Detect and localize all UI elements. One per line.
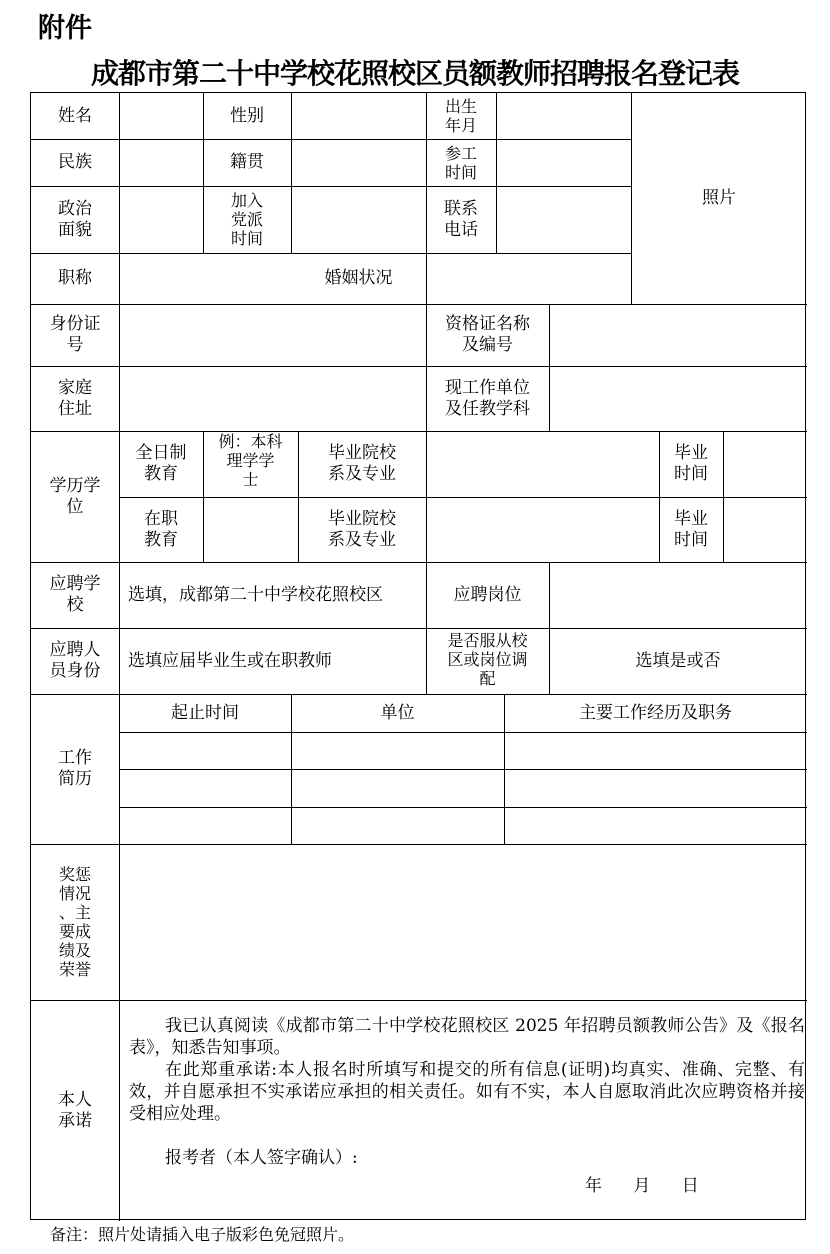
label-political-status: 政治 面貌	[58, 198, 92, 240]
row-line	[31, 1000, 807, 1001]
label-fulltime: 全日制 教育	[135, 443, 187, 484]
form-title: 成都市第二十中学校花照校区员额教师招聘报名登记表	[90, 57, 739, 90]
label-gender: 性别	[230, 105, 264, 126]
label-grad-time-1: 毕业 时间	[674, 443, 708, 484]
label-awards: 奖惩 情况 、主 要成 绩及 荣誉	[58, 865, 91, 979]
row-line	[119, 769, 807, 770]
label-apply-post: 应聘岗位	[453, 584, 522, 605]
signature-line[interactable]: 报考者（本人签字确认）:	[165, 1148, 358, 1168]
apply-school-field[interactable]: 选填，成都第二十中学校花照校区	[128, 584, 383, 605]
label-title-rank: 职称	[58, 268, 92, 288]
col-header-unit: 单位	[380, 702, 415, 723]
photo-box[interactable]: 照片	[702, 188, 736, 208]
label-phone: 联系 电话	[444, 198, 478, 240]
label-name: 姓名	[58, 105, 92, 126]
attachment-label: 附件	[38, 13, 92, 44]
label-work-start: 参工 时间	[444, 143, 477, 182]
label-grad-time-2: 毕业 时间	[674, 508, 708, 550]
col-line	[496, 93, 497, 253]
pledge-paragraph-1: 我已认真阅读《成都市第二十中学校花照校区 2025 年招聘员额教师公告》及《报名表》，知悉告知事项。	[129, 1016, 805, 1058]
row-line	[31, 844, 807, 845]
label-ethnicity: 民族	[58, 152, 92, 172]
label-grad-school-1: 毕业院校 系及专业	[328, 443, 396, 484]
row-line	[31, 304, 807, 305]
label-address: 家庭 住址	[58, 377, 92, 419]
label-current-work: 现工作单位 及任教学科	[445, 377, 530, 419]
row-line	[31, 366, 807, 367]
label-qualification: 资格证名称 及编号	[445, 314, 530, 355]
label-party-join: 加入 党派 时间	[230, 191, 263, 248]
fulltime-degree-example[interactable]: 例：本科 理学学 士	[218, 431, 283, 489]
footer-note: 备注：照片处请插入电子版彩色免冠照片。	[50, 1225, 355, 1244]
col-line	[119, 93, 120, 1221]
label-pledge: 本人 承诺	[58, 1089, 92, 1131]
label-marital: 婚姻状况	[324, 268, 393, 288]
label-applicant-identity: 应聘人 员身份	[49, 640, 101, 681]
label-resume: 工作 简历	[58, 748, 92, 789]
row-line	[31, 186, 631, 187]
col-header-experience: 主要工作经历及职务	[579, 702, 732, 723]
obey-field[interactable]: 选填是或否	[635, 650, 721, 671]
col-header-period: 起止时间	[171, 702, 239, 723]
registration-form-table	[30, 92, 806, 1220]
label-apply-school: 应聘学 校	[49, 574, 101, 615]
date-line: 年 月 日	[585, 1176, 699, 1196]
label-birth: 出生 年月	[444, 97, 477, 135]
label-id-number: 身份证 号	[49, 314, 101, 355]
label-education: 学历学 位	[49, 475, 101, 517]
pledge-paragraph-2: 在此郑重承诺:本人报名时所填写和提交的所有信息(证明)均真实、准确、完整、有效，并自愿承担不实承诺应承担的相关责任。如有不实，本人自愿取消此次应聘资格并接受相应处理。	[129, 1060, 805, 1124]
col-line	[723, 431, 724, 562]
col-line	[291, 93, 292, 253]
pledge-text	[129, 1015, 805, 1197]
col-line	[549, 304, 550, 431]
label-native-place: 籍贯	[230, 152, 264, 172]
identity-field[interactable]: 选填应届毕业生或在职教师	[128, 650, 332, 671]
row-line	[119, 732, 807, 733]
row-line	[119, 139, 631, 140]
label-onjob: 在职 教育	[144, 508, 178, 550]
label-obey-adjust: 是否服从校 区或岗位调 配	[447, 630, 528, 688]
label-grad-school-2: 毕业院校 系及专业	[328, 508, 396, 550]
row-line	[119, 807, 807, 808]
